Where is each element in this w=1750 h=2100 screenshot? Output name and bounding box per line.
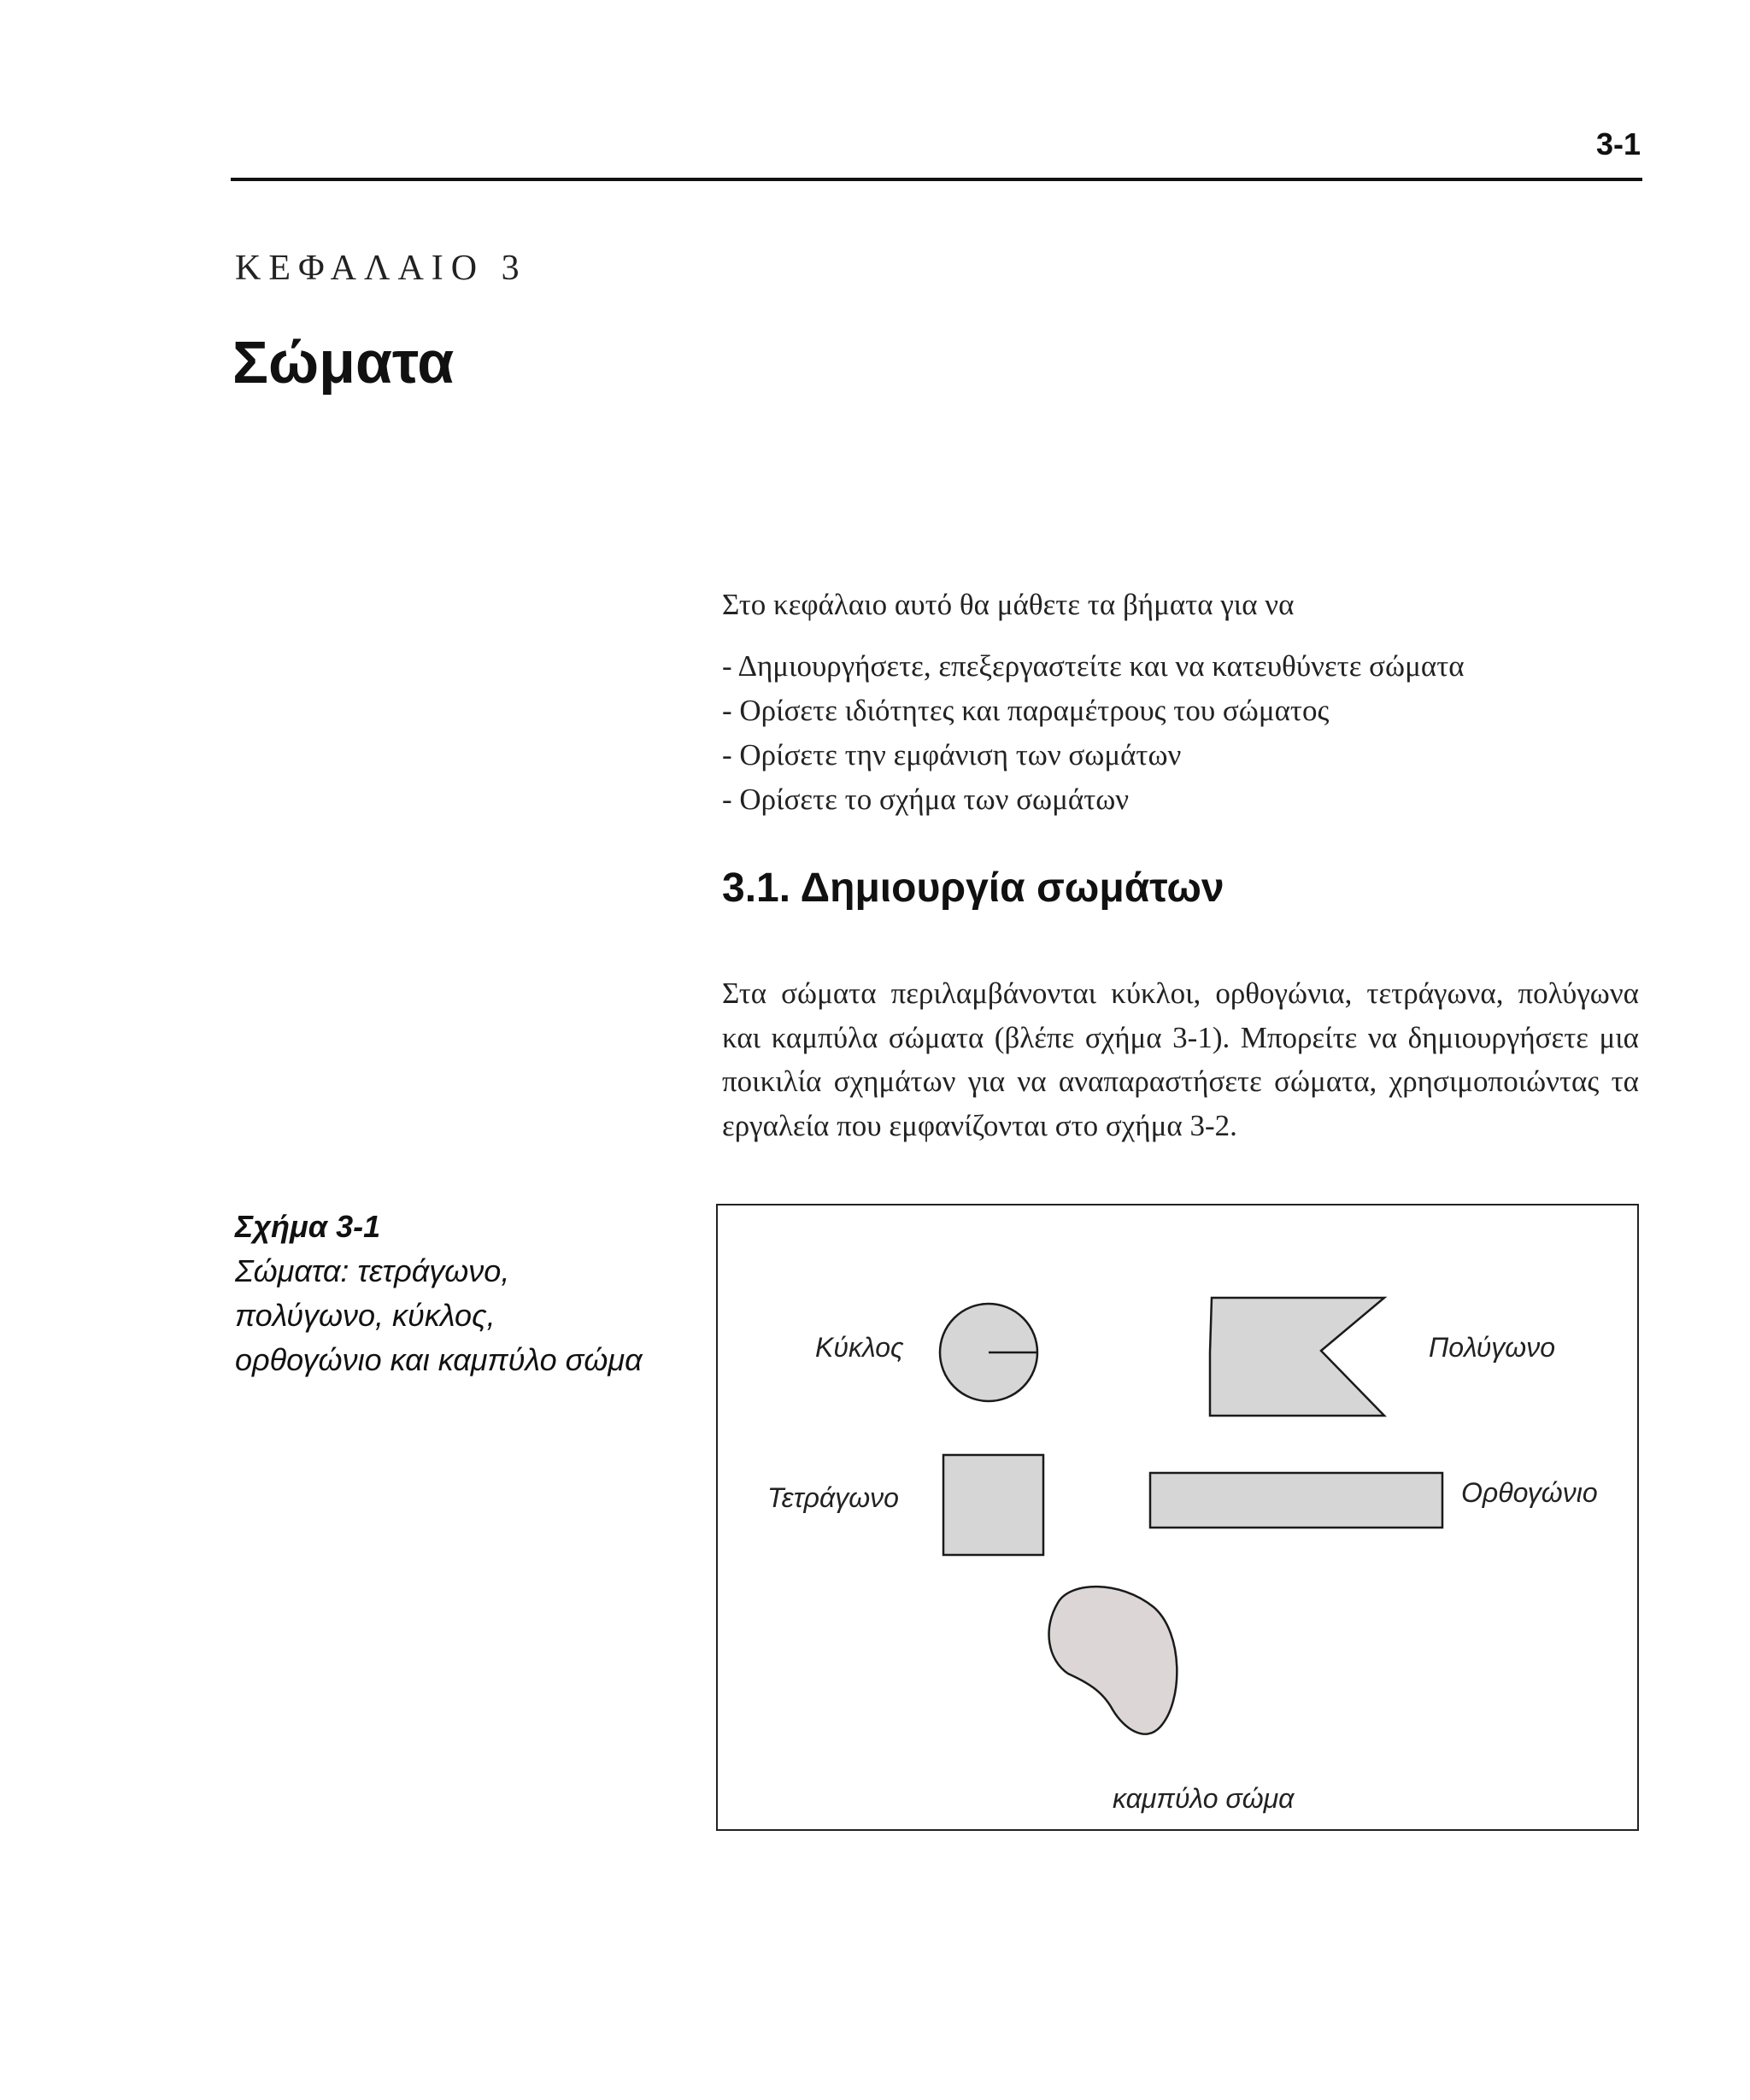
shapes-illustration bbox=[718, 1205, 1641, 1833]
intro-block bbox=[722, 583, 1641, 822]
figure-shapes bbox=[716, 1204, 1639, 1831]
objective-item: - Ορίσετε το σχήμα των σωμάτων bbox=[722, 783, 1130, 816]
intro-lead: Στο κεφάλαιο αυτό θα μάθετε τα βήματα για να bbox=[722, 588, 1295, 621]
figure-caption-text: Σώματα: τετράγωνο, πολύγωνο, κύκλος, ορθογώνιο και καμπύλο σώμα bbox=[235, 1253, 643, 1377]
label-rectangle: Ορθογώνιο bbox=[1461, 1477, 1598, 1508]
label-polygon: Πολύγωνο bbox=[1429, 1332, 1556, 1363]
chapter-title: Σώματα bbox=[232, 329, 455, 396]
figure-caption-title: Σχήμα 3-1 bbox=[235, 1209, 381, 1244]
rectangle-shape bbox=[1150, 1473, 1442, 1528]
objective-item: - Ορίσετε την εμφάνιση των σωμάτων bbox=[722, 738, 1182, 771]
page-number: 3-1 bbox=[1595, 126, 1641, 161]
curved-body-shape bbox=[1049, 1587, 1177, 1734]
label-circle: Κύκλος bbox=[815, 1332, 904, 1363]
objective-item: - Ορίσετε ιδιότητες και παραμέτρους του σώματος bbox=[722, 694, 1330, 727]
figure-caption bbox=[235, 1205, 696, 1382]
chapter-label: ΚΕΦΑΛΑΙΟ 3 bbox=[235, 249, 527, 288]
section-heading: 3.1. Δημιουργία σωμάτων bbox=[722, 865, 1224, 911]
objective-item: - Δημιουργήσετε, επεξεργαστείτε και να κατευθύνετε σώματα bbox=[722, 649, 1465, 683]
header-rule bbox=[231, 178, 1642, 181]
objectives-list bbox=[722, 644, 1641, 822]
label-square: Τετράγωνο bbox=[767, 1482, 899, 1513]
polygon-shape bbox=[1210, 1298, 1384, 1416]
label-curved-body: καμπύλο σώμα bbox=[1113, 1783, 1295, 1814]
section-paragraph: Στα σώματα περιλαμβάνονται κύκλοι, ορθογώνια, τετράγωνα, πολύγωνα και καμπύλα σώματα (βλέπε σχήμα 3-1). Μπορείτε να δημιουργήσετε μια ποικιλία σχημάτων για να αναπαραστήσετε σώματα, χρησιμοποιώντας τα εργαλεία που εμφανίζονται στο σχήμα 3-2. bbox=[722, 977, 1639, 1142]
square-shape bbox=[943, 1455, 1043, 1555]
